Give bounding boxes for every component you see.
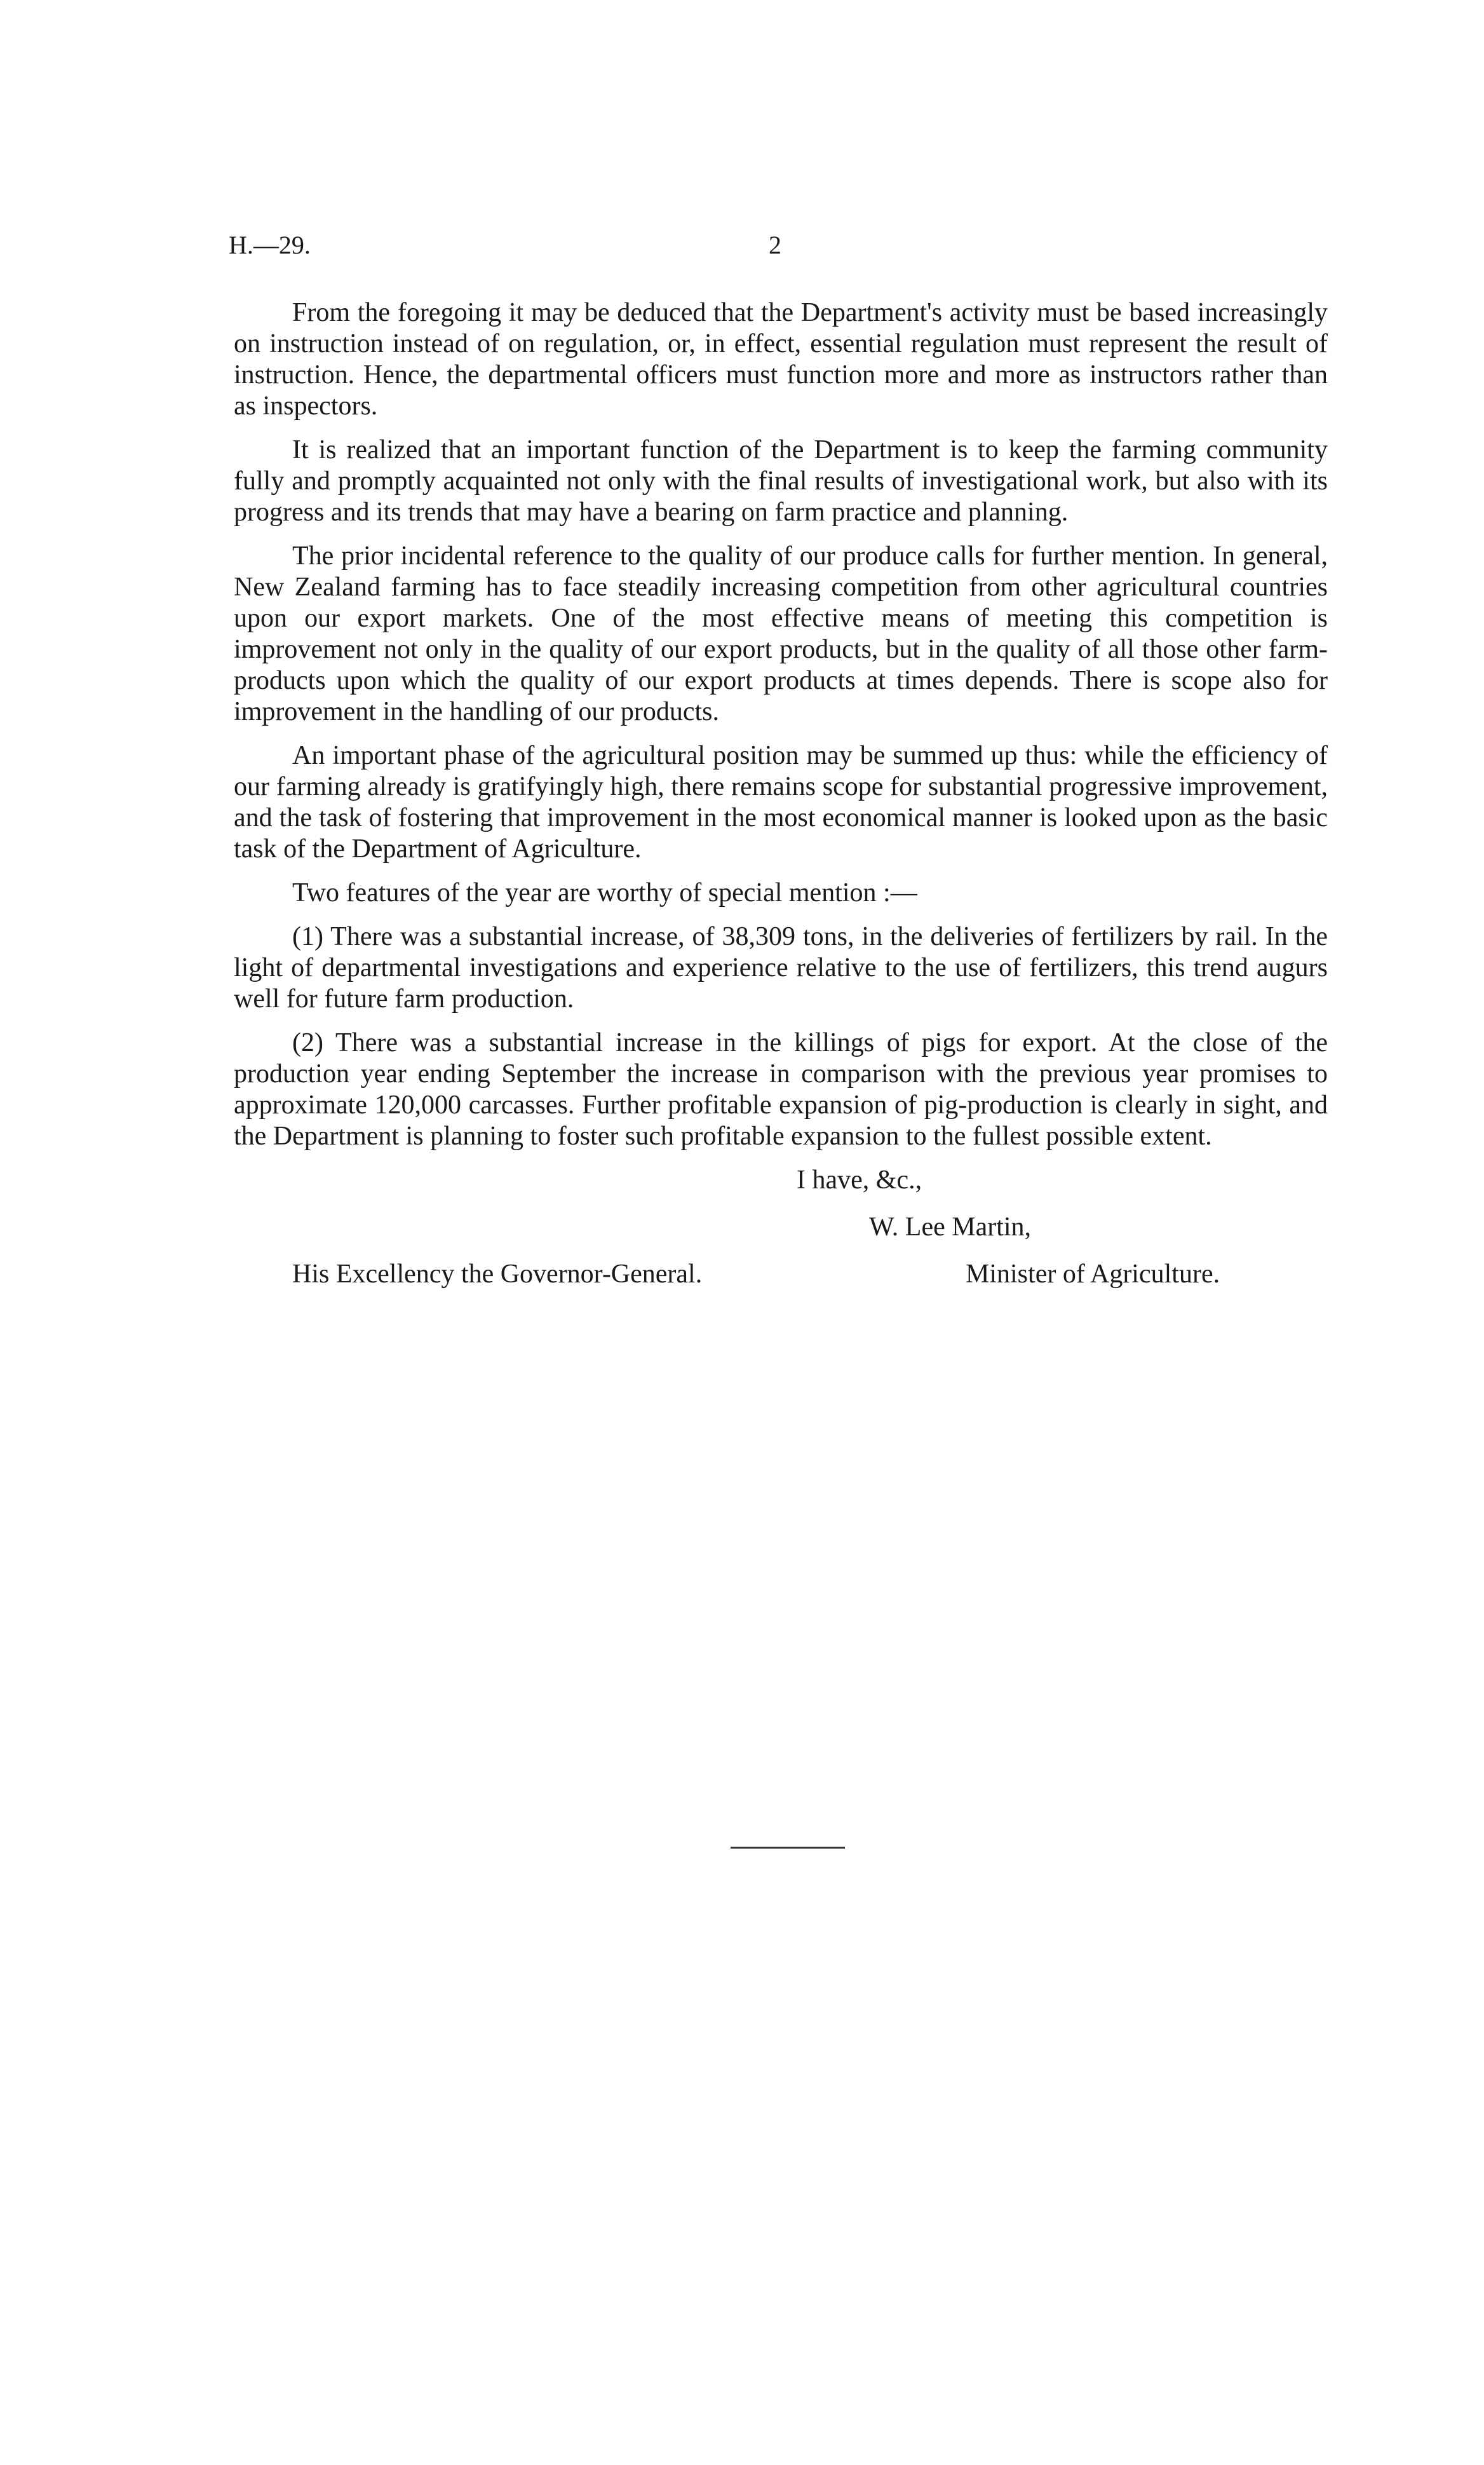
- paragraph-instruction: From the foregoing it may be deduced that the Department's activity must be based increasingly on instruction instead of on regulation, or, in effect, essential regulation must represent the result of instruction. Hence, the departmental officers must function more and more as instructors rather than as inspectors.: [234, 298, 1328, 421]
- paragraph-pigs: (2) There was a substantial increase in the killings of pigs for export. At the close of the production year ending September the increase in comparison with the previous year promises to approximate 120,000 carcasses. Further profitable expansion of pig-production is clearly in sight, and the Department is planning to foster such profitable expansion to the fullest possible extent.: [234, 1028, 1328, 1151]
- paragraph-fertilizers: (1) There was a substantial increase, of 38,309 tons, in the deliveries of fertilizers by rail. In the light of departmental investigations and experience relative to the use of fertilizers, this trend augurs well for future farm production.: [234, 922, 1328, 1014]
- addressee: His Excellency the Governor-General.: [292, 1260, 703, 1289]
- document-reference: H.—29.: [229, 231, 311, 259]
- paragraph-agricultural-position: An important phase of the agricultural position may be summed up thus: while the efficiency of our farming already is gratifyingly high, there remains scope for substantial progressive improvement, and the task of fostering that improvement in the most economical manner is looked upon as the basic task of the Department of Agriculture.: [234, 741, 1328, 864]
- signer-title: Minister of Agriculture.: [966, 1260, 1220, 1289]
- signer-name: W. Lee Martin,: [869, 1212, 1032, 1242]
- letter-closing: [234, 1165, 1328, 1330]
- body-text: [234, 297, 1328, 1330]
- paragraph-produce-quality: The prior incidental reference to the quality of our produce calls for further mention. In general, New Zealand farming has to face steadily increasing competition from other agricultural countries upon our export markets. One of the most effective means of meeting this competition is improvement not only in the quality of our export products, but in the quality of all those other farm-products upon which the quality of our export products at times depends. There is scope also for improvement in the handling of our products.: [234, 541, 1328, 726]
- page-number: 2: [769, 231, 781, 259]
- paragraph-department-function: It is realized that an important function of the Department is to keep the farming community fully and promptly acquainted not only with the final results of investigational work, but also with its progress and its trends that may have a bearing on farm practice and planning.: [234, 435, 1328, 527]
- page-header: [229, 230, 1328, 268]
- end-rule: [731, 1847, 845, 1849]
- closing-salutation: I have, &c.,: [797, 1165, 922, 1195]
- paragraph-features-intro: Two features of the year are worthy of special mention :—: [292, 878, 917, 907]
